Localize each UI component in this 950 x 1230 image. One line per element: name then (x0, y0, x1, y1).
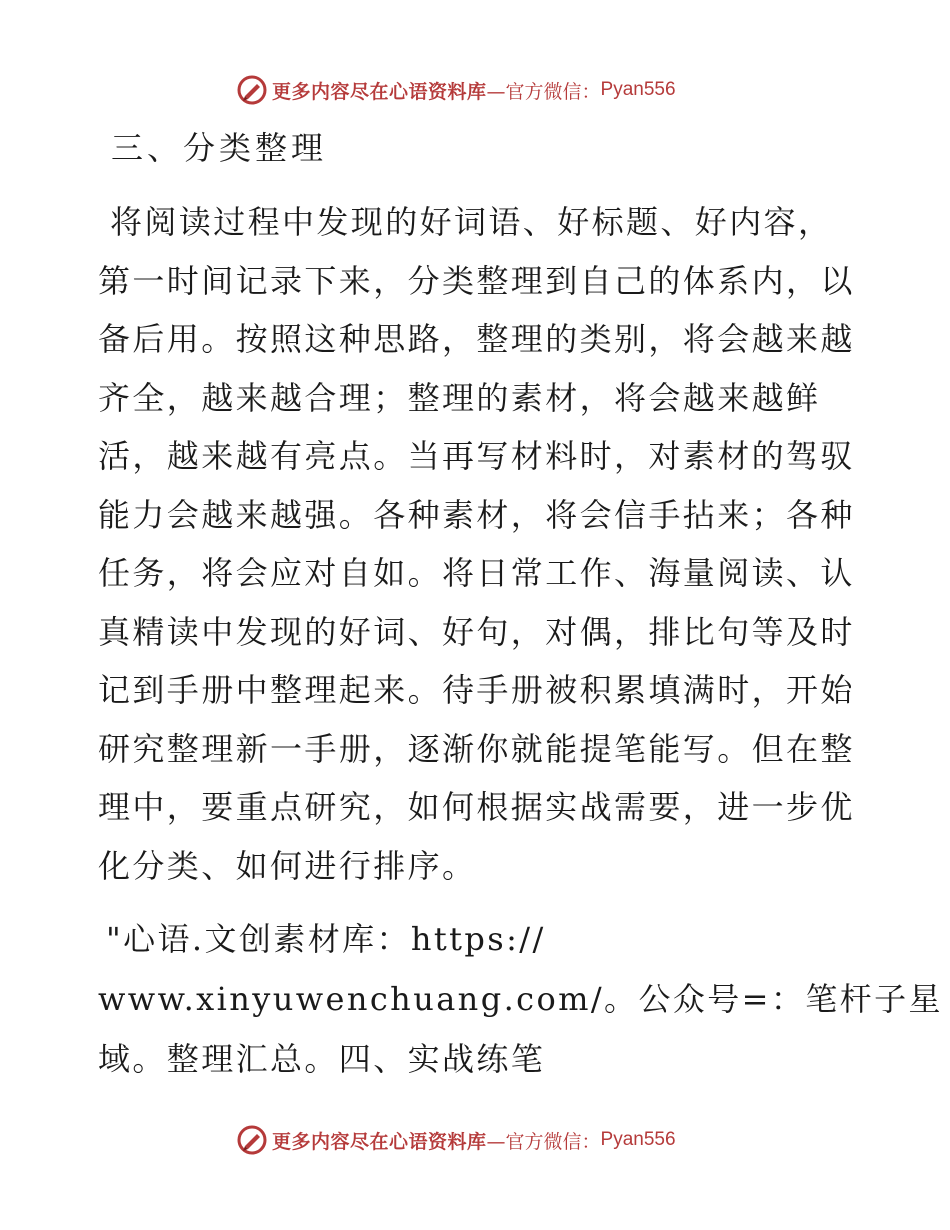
pen-logo-icon (236, 1124, 268, 1156)
footer-wechat-label: —官方微信： (486, 1130, 601, 1153)
paragraph-line: 化分类、如何进行排序。 (98, 846, 477, 885)
paragraph-line: 理中，要重点研究，如何根据实战需要，进一步优 (98, 788, 855, 826)
header-banner (236, 72, 676, 108)
section-heading: 三、分类整理 (111, 129, 328, 167)
body-paragraph (98, 193, 868, 895)
source-note-line: 域。整理汇总。四、实战练笔 (98, 1040, 546, 1078)
source-note-line: "心语.文创素材库：https:// (106, 920, 546, 958)
source-note (98, 909, 943, 1089)
paragraph-line: 齐全，越来越合理；整理的素材，将会越来越鲜 (98, 378, 821, 417)
paragraph-line: 记到手册中整理起来。待手册被积累填满时，开始 (98, 671, 855, 709)
paragraph-line: 将阅读过程中发现的好词语、好标题、好内容， (110, 203, 833, 241)
paragraph-line: 研究整理新一手册，逐渐你就能提笔能写。但在整 (98, 729, 855, 768)
footer-text: 更多内容尽在心语资料库 (272, 1130, 487, 1153)
source-note-line: www.xinyuwenchuang.com/。公众号=：笔杆子星 (98, 980, 943, 1018)
paragraph-line: 任务，将会应对自如。将日常工作、海量阅读、认 (98, 554, 855, 592)
header-text: 更多内容尽在心语资料库 (272, 80, 487, 103)
paragraph-line: 备后用。按照这种思路，整理的类别，将会越来越 (98, 320, 855, 358)
paragraph-line: 第一时间记录下来，分类整理到自己的体系内，以 (98, 261, 855, 300)
paragraph-line: 活，越来越有亮点。当再写材料时，对素材的驾驭 (98, 437, 855, 475)
paragraph-line: 真精读中发现的好词、好句，对偶，排比句等及时 (98, 612, 855, 651)
pen-logo-icon (236, 74, 268, 106)
header-account: Pyan556 (600, 79, 676, 100)
paragraph-line: 能力会越来越强。各种素材，将会信手拈来；各种 (98, 495, 855, 534)
header-wechat-label: —官方微信： (486, 80, 601, 103)
footer-account: Pyan556 (600, 1129, 676, 1150)
footer-banner (236, 1122, 676, 1158)
